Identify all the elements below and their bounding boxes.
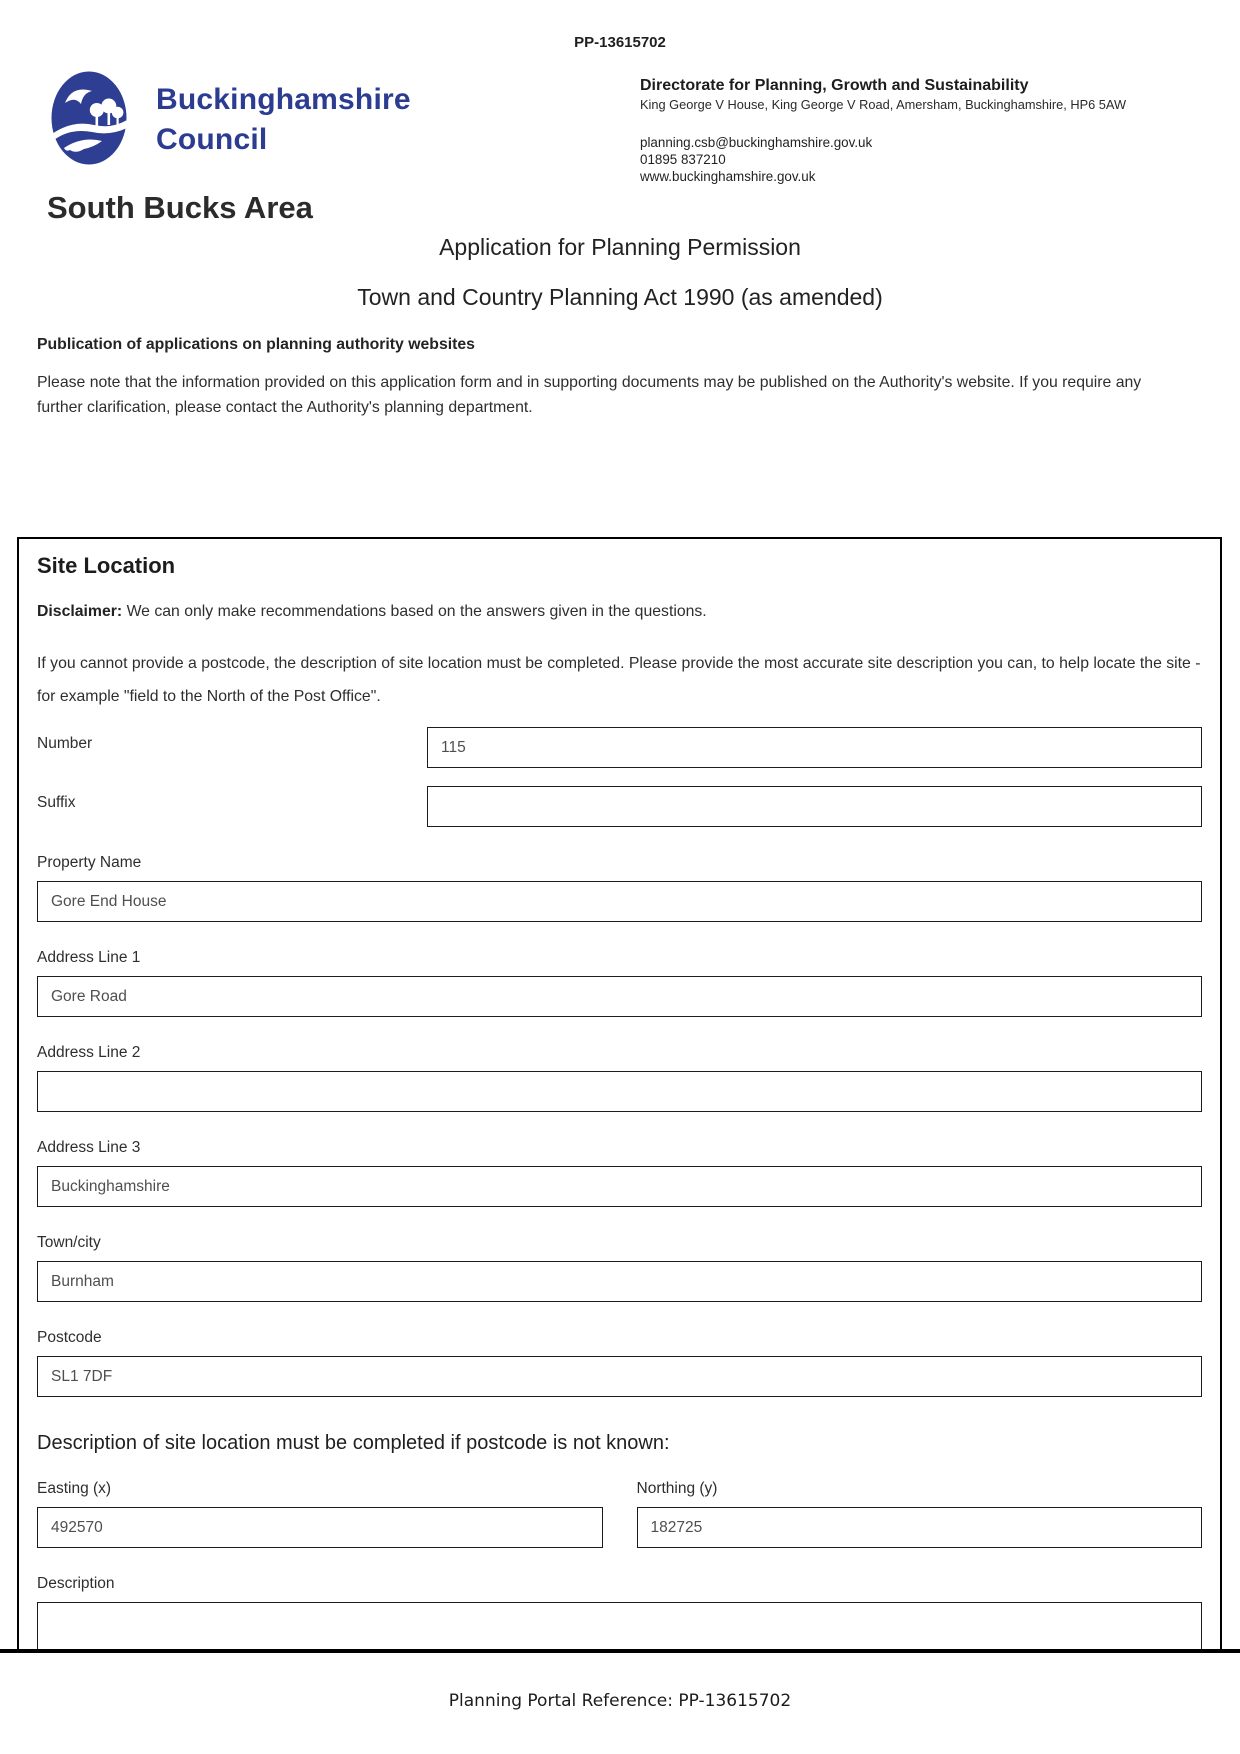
field-row-town-city bbox=[37, 1233, 1202, 1302]
town-city-label: Town/city bbox=[37, 1234, 101, 1251]
easting-label: Easting (x) bbox=[37, 1480, 112, 1497]
portal-reference-footer: Planning Portal Reference: PP-13615702 bbox=[448, 1691, 792, 1711]
easting-input[interactable] bbox=[37, 1507, 603, 1548]
page-break-rule bbox=[0, 1649, 1240, 1653]
council-name bbox=[156, 80, 411, 160]
address-line-3-label: Address Line 3 bbox=[37, 1139, 141, 1156]
field-row-address-line-2 bbox=[37, 1043, 1202, 1112]
site-location-heading: Site Location bbox=[37, 553, 176, 578]
site-location-section bbox=[17, 537, 1222, 1651]
coordinates-row bbox=[37, 1479, 1202, 1548]
publication-body: Please note that the information provided on this application form and in supporting documents may be published on the Authority's website. If you require any further clarification, please contact the Authority's planning department. bbox=[37, 374, 1142, 416]
field-row-suffix bbox=[37, 786, 1202, 827]
field-row-property-name bbox=[37, 853, 1202, 922]
directorate-title: Directorate for Planning, Growth and Sustainability bbox=[640, 77, 1029, 94]
suffix-input[interactable] bbox=[427, 786, 1202, 827]
postcode-input[interactable] bbox=[37, 1356, 1202, 1397]
number-input[interactable] bbox=[427, 727, 1202, 768]
disclaimer bbox=[37, 603, 1202, 621]
directorate-contact bbox=[640, 134, 1130, 185]
directorate-address: King George V House, King George V Road, Amersham, Buckinghamshire, HP6 5AW bbox=[640, 97, 1127, 112]
directorate-email: planning.csb@buckinghamshire.gov.uk bbox=[640, 135, 873, 150]
description-requirement-heading: Description of site location must be completed if postcode is not known: bbox=[37, 1432, 670, 1454]
area-title: South Bucks Area bbox=[47, 190, 313, 225]
description-textarea[interactable] bbox=[37, 1602, 1202, 1651]
buckinghamshire-council-logo-icon bbox=[50, 70, 128, 166]
directorate-block bbox=[640, 76, 1130, 185]
field-row-address-line-3 bbox=[37, 1138, 1202, 1207]
address-line-2-input[interactable] bbox=[37, 1071, 1202, 1112]
address-line-1-input[interactable] bbox=[37, 976, 1202, 1017]
address-line-3-input[interactable] bbox=[37, 1166, 1202, 1207]
suffix-label: Suffix bbox=[37, 794, 76, 811]
northing-input[interactable] bbox=[637, 1507, 1203, 1548]
field-row-postcode bbox=[37, 1328, 1202, 1397]
portal-reference-top: PP-13615702 bbox=[574, 34, 666, 51]
address-line-2-label: Address Line 2 bbox=[37, 1044, 141, 1061]
council-name-line1: Buckinghamshire bbox=[156, 83, 411, 116]
postcode-label: Postcode bbox=[37, 1329, 102, 1346]
application-title: Application for Planning Permission bbox=[439, 234, 801, 260]
number-label: Number bbox=[37, 735, 93, 752]
town-city-input[interactable] bbox=[37, 1261, 1202, 1302]
disclaimer-label: Disclaimer: bbox=[37, 603, 123, 620]
field-row-address-line-1 bbox=[37, 948, 1202, 1017]
property-name-label: Property Name bbox=[37, 854, 142, 871]
directorate-phone: 01895 837210 bbox=[640, 152, 726, 167]
publication-heading: Publication of applications on planning authority websites bbox=[37, 336, 475, 353]
field-row-description bbox=[37, 1574, 1202, 1651]
field-col-northing bbox=[637, 1479, 1203, 1548]
disclaimer-text: We can only make recommendations based on the answers given in the questions. bbox=[126, 603, 707, 620]
council-name-line2: Council bbox=[156, 123, 268, 156]
site-location-info: If you cannot provide a postcode, the description of site location must be completed. Please provide the most accurate site description you can, to help locate the site - for example "field to the North of the Post Office". bbox=[37, 655, 1201, 705]
field-row-number bbox=[37, 727, 1202, 768]
address-line-1-label: Address Line 1 bbox=[37, 949, 141, 966]
act-title: Town and Country Planning Act 1990 (as amended) bbox=[357, 284, 883, 310]
directorate-website: www.buckinghamshire.gov.uk bbox=[640, 169, 816, 184]
property-name-input[interactable] bbox=[37, 881, 1202, 922]
field-col-easting bbox=[37, 1479, 603, 1548]
northing-label: Northing (y) bbox=[636, 1480, 718, 1497]
description-label: Description bbox=[37, 1575, 115, 1592]
